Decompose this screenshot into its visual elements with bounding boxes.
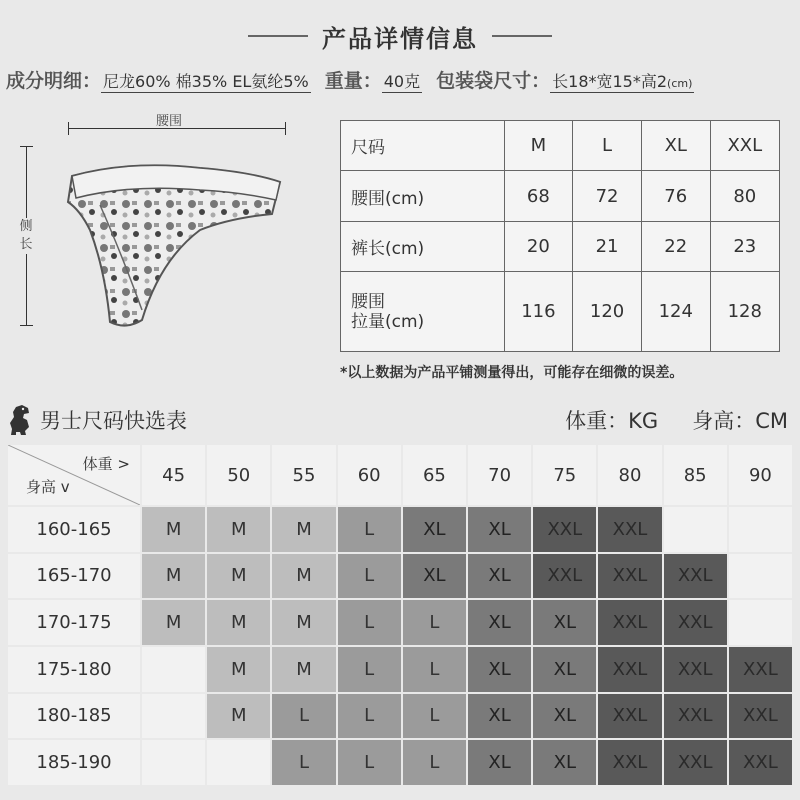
height-header: 165-170 [8,554,140,599]
height-header: 175-180 [8,647,140,692]
size-cell: XXL [664,740,727,785]
weight-header: 50 [207,445,270,505]
size-cell: M [142,507,205,552]
height-header: 160-165 [8,507,140,552]
empty-cell [729,507,792,552]
table-cell: 68 [504,171,573,221]
divider [248,35,308,37]
size-cell: L [272,694,335,739]
composition-value: 尼龙60% 棉35% EL氨纶5% [101,69,311,93]
empty-cell [142,740,205,785]
size-table-row [341,272,780,352]
corner-height-label: 身高 v [26,478,70,496]
table-cell: 76 [641,171,710,221]
row-label [341,272,505,352]
size-table-header-row [341,121,780,171]
empty-cell [142,694,205,739]
size-cell: XXL [598,600,661,645]
size-cell: XL [468,600,531,645]
row-label: 裤长(cm) [341,221,505,271]
size-cell: XL [533,647,596,692]
weight-unit: 体重：KG [565,409,659,433]
size-cell: XXL [664,554,727,599]
table-cell: 120 [573,272,642,352]
size-cell: XXL [729,694,792,739]
size-cell: XXL [664,600,727,645]
weight-header: 70 [468,445,531,505]
weight-header: 75 [533,445,596,505]
side-label: 侧长 [19,219,33,252]
size-table-row [341,221,780,271]
quick-chart-title: 男士尺码快选表 [40,409,187,433]
size-table-header: M [504,121,573,171]
size-cell: XXL [533,507,596,552]
size-cell: M [207,507,270,552]
size-cell: M [272,554,335,599]
table-cell: 116 [504,272,573,352]
height-header: 170-175 [8,600,140,645]
size-table-header: L [573,121,642,171]
size-cell: L [403,600,466,645]
table-cell: 72 [573,171,642,221]
size-cell: XL [468,740,531,785]
weight-header: 65 [403,445,466,505]
size-cell: L [338,507,401,552]
row-label: 腰围(cm) [341,171,505,221]
bag-size-value [550,69,694,93]
quick-size-chart [8,445,792,785]
size-table-header: XL [641,121,710,171]
size-table-header: XXL [710,121,779,171]
size-cell: L [272,740,335,785]
table-cell: 128 [710,272,779,352]
empty-cell [729,554,792,599]
size-table-header: 尺码 [341,121,505,171]
table-cell: 80 [710,171,779,221]
waist-label: 腰围 [156,114,183,129]
size-cell: L [403,647,466,692]
size-table [340,120,780,352]
table-cell: 124 [641,272,710,352]
size-cell: L [403,740,466,785]
size-cell: M [207,647,270,692]
size-cell: XXL [729,647,792,692]
size-cell: L [403,694,466,739]
height-header: 185-190 [8,740,140,785]
table-cell: 21 [573,221,642,271]
size-cell: M [272,647,335,692]
size-cell: L [338,554,401,599]
weight-header: 80 [598,445,661,505]
weight-label: 重量： [324,70,382,92]
size-cell: XXL [598,554,661,599]
empty-cell [664,507,727,552]
size-cell: XXL [598,740,661,785]
table-cell: 23 [710,221,779,271]
size-cell: XXL [664,647,727,692]
size-cell: M [207,600,270,645]
bag-size-dims: 长18*宽15*高2 [552,72,668,91]
section-header [0,14,800,58]
empty-cell [729,600,792,645]
size-cell: L [338,600,401,645]
size-cell: L [338,694,401,739]
bag-size-unit: (cm) [667,77,693,90]
size-cell: M [207,694,270,739]
size-cell: M [207,554,270,599]
size-cell: XXL [598,694,661,739]
product-figure [10,110,330,340]
height-unit: 身高：CM [692,409,788,433]
size-cell: XL [533,600,596,645]
weight-value: 40克 [382,69,422,93]
spec-row [6,66,796,98]
empty-cell [207,740,270,785]
size-cell: XXL [533,554,596,599]
size-cell: XL [468,647,531,692]
corner-weight-label: 体重 > [82,455,130,473]
size-cell: XL [468,554,531,599]
units-legend [531,402,788,438]
page-title: 产品详情信息 [322,24,478,53]
size-table-row [341,171,780,221]
size-cell: XL [468,694,531,739]
weight-header: 90 [729,445,792,505]
size-cell: XL [403,554,466,599]
size-cell: M [142,554,205,599]
weight-header: 55 [272,445,335,505]
size-cell: M [272,600,335,645]
size-cell: XL [403,507,466,552]
size-cell: XXL [729,740,792,785]
weight-header: 45 [142,445,205,505]
quick-chart-title-row [8,402,187,438]
table-cell: 22 [641,221,710,271]
row-label-line2: 拉量(cm) [351,311,425,332]
weight-header: 60 [338,445,401,505]
size-cell: M [272,507,335,552]
measurement-note: *以上数据为产品平铺测量得出，可能存在细微的误差。 [340,365,684,381]
composition-label: 成分明细： [6,70,102,92]
size-cell: XL [533,694,596,739]
bag-size-label: 包装袋尺寸： [436,70,551,92]
size-cell: XXL [598,647,661,692]
grid-corner [8,445,140,505]
size-cell: M [142,600,205,645]
dinosaur-icon [8,405,34,435]
size-cell: XXL [598,507,661,552]
size-cell: XXL [664,694,727,739]
briefs-image [10,110,330,340]
size-cell: L [338,740,401,785]
empty-cell [142,647,205,692]
weight-header: 85 [664,445,727,505]
size-cell: L [338,647,401,692]
table-cell: 20 [504,221,573,271]
height-header: 180-185 [8,694,140,739]
size-cell: XL [468,507,531,552]
row-label-line1: 腰围 [351,291,385,312]
divider [492,35,552,37]
size-cell: XL [533,740,596,785]
